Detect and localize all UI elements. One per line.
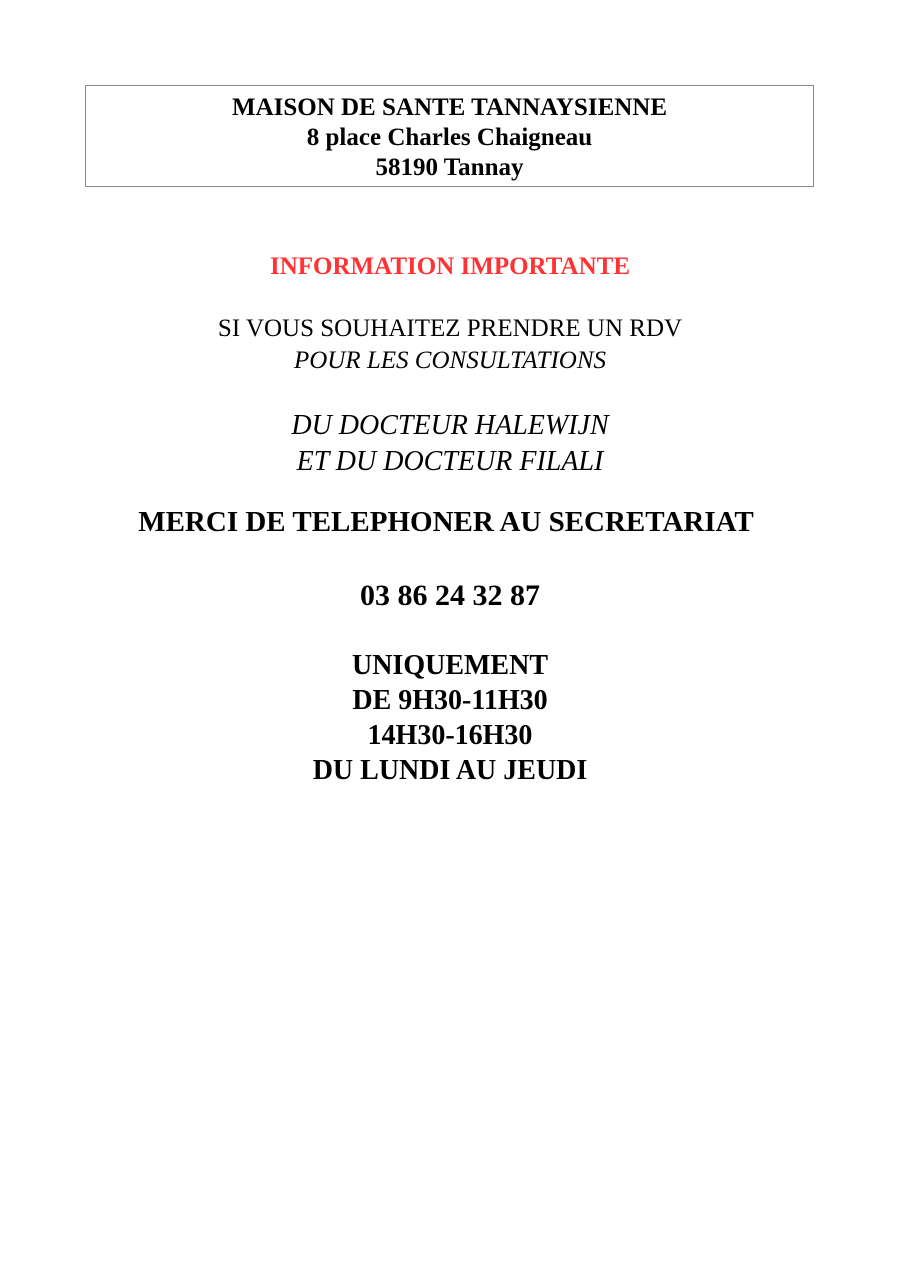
opening-hours bbox=[0, 648, 900, 788]
doctor-line-2: ET DU DOCTEUR FILALI bbox=[296, 446, 604, 477]
clinic-street: 8 place Charles Chaigneau bbox=[306, 124, 593, 151]
clinic-city: 58190 Tannay bbox=[375, 154, 524, 181]
request-line-1: SI VOUS SOUHAITEZ PRENDRE UN RDV bbox=[217, 315, 683, 342]
doctor-line-1: DU DOCTEUR HALEWIJN bbox=[291, 410, 609, 441]
clinic-address-box bbox=[85, 85, 814, 187]
phone-number: 03 86 24 32 87 bbox=[360, 579, 540, 612]
call-instruction: MERCI DE TELEPHONER AU SECRETARIAT bbox=[138, 506, 754, 538]
notice-title: INFORMATION IMPORTANTE bbox=[270, 253, 630, 280]
appointment-request bbox=[0, 313, 900, 377]
clinic-name: MAISON DE SANTE TANNAYSIENNE bbox=[231, 94, 668, 121]
hours-line-4: DU LUNDI AU JEUDI bbox=[312, 755, 588, 786]
request-line-2: POUR LES CONSULTATIONS bbox=[293, 347, 607, 374]
hours-line-3: 14H30-16H30 bbox=[367, 720, 533, 751]
doctor-names bbox=[0, 408, 900, 480]
hours-line-1: UNIQUEMENT bbox=[351, 650, 548, 681]
hours-line-2: DE 9H30-11H30 bbox=[352, 685, 548, 716]
